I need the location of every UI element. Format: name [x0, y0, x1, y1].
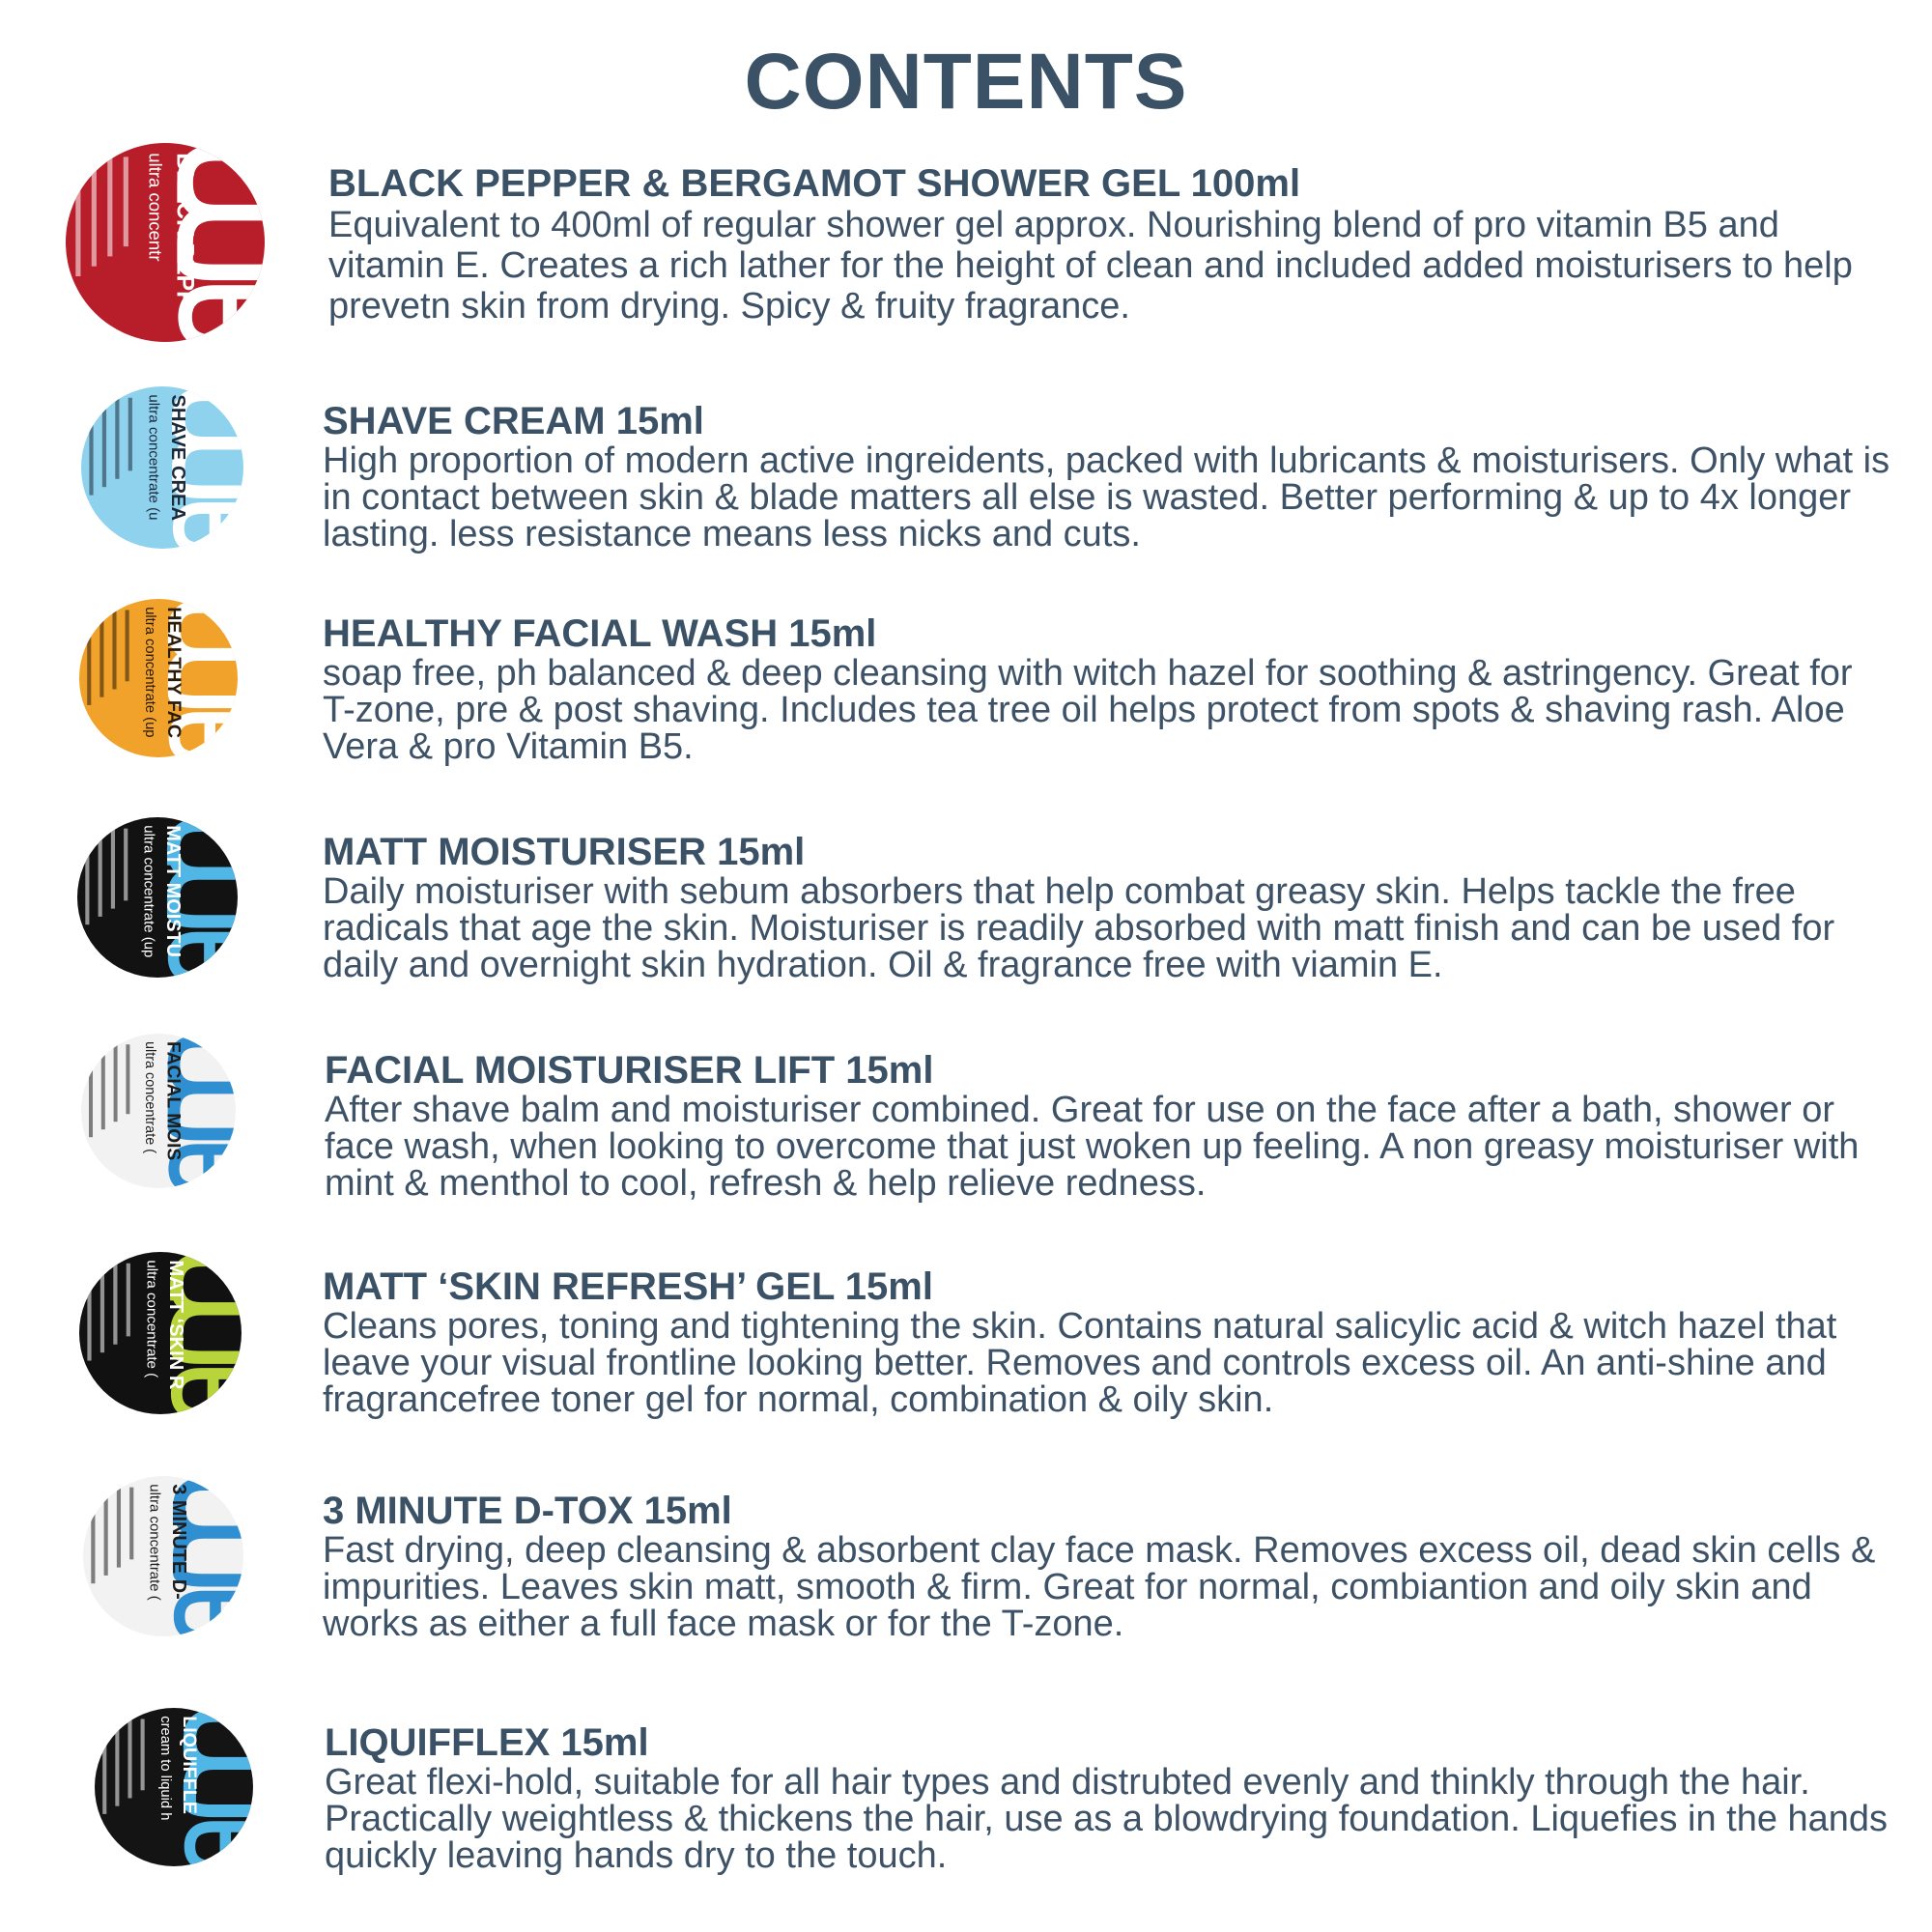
- product-description: High proportion of modern active ingreidents, packed with lubricants & moisturisers. Only what is in contact between skin & blade matters all else is wasted. Better performing & up to 4x longer lasting. less resistance means less nicks and cuts.: [323, 440, 1890, 554]
- label-title-text: MATT MOISTU: [161, 825, 184, 958]
- product-item: [0, 599, 1932, 792]
- product-info: [323, 1490, 1893, 1642]
- product-name: 3 MINUTE D-TOX 15ml: [323, 1490, 732, 1532]
- product-name: HEALTHY FACIAL WASH 15ml: [323, 612, 877, 655]
- product-image: [77, 817, 238, 978]
- product-info: [328, 162, 1893, 327]
- product-name: MATT ‘SKIN REFRESH’ GEL 15ml: [323, 1265, 933, 1308]
- product-name: SHAVE CREAM 15ml: [323, 400, 704, 442]
- product-info: [323, 831, 1893, 983]
- product-description: soap free, ph balanced & deep cleansing with witch hazel for soothing & astringency. Great for T-zone, pre & post shaving. Includes tea tree oil helps protect from spots & shaving rash. Aloe Vera & pro Vitamin B5.: [323, 653, 1853, 767]
- product-info: [323, 612, 1893, 765]
- product-info: [325, 1049, 1893, 1202]
- product-image: [83, 1476, 243, 1636]
- product-label-graphic: [83, 1476, 243, 1636]
- product-info: [323, 400, 1893, 553]
- product-item: [0, 1034, 1932, 1227]
- product-label-graphic: [95, 1708, 253, 1866]
- label-subtitle-text: ultra concentrate (up: [141, 607, 157, 738]
- product-info: [323, 1265, 1893, 1418]
- product-name: MATT MOISTURISER 15ml: [323, 831, 806, 873]
- product-item: [0, 1252, 1932, 1445]
- label-subtitle-text: ultra concentrate (: [143, 1260, 160, 1378]
- product-label-graphic: [77, 817, 238, 978]
- product-item: [0, 386, 1932, 580]
- product-image: [81, 1034, 236, 1188]
- product-label-graphic: [79, 1252, 242, 1414]
- label-subtitle-text: ultra concentrate (: [142, 1041, 158, 1153]
- product-name: BLACK PEPPER & BERGAMOT SHOWER GEL 100ml: [328, 162, 1301, 205]
- label-title-text: FACIAL MOIS: [162, 1041, 184, 1161]
- product-info: [325, 1721, 1893, 1874]
- product-image: [79, 599, 238, 757]
- product-description: After shave balm and moisturiser combined. Great for use on the face after a bath, shower or face wash, when looking to overcome that just woken up feeling. A non greasy moisturiser with mint & menthol to cool, refresh & help relieve redness.: [325, 1090, 1860, 1204]
- label-title-text: SHAVE CREA: [167, 394, 189, 522]
- label-title-text: HEALTHY FAC: [162, 607, 185, 739]
- product-image: [95, 1708, 253, 1866]
- product-item: [0, 1708, 1932, 1901]
- label-subtitle-text: ultra concentrate (u: [145, 394, 162, 521]
- product-image: [79, 1252, 242, 1414]
- product-description: Great flexi-hold, suitable for all hair types and distrubted evenly and thinkly through the hair. Practically weightless & thickens the hair, use as a blowdrying foundation. Liquefies in the hands quickly leaving hands dry to the touch.: [325, 1762, 1889, 1876]
- label-subtitle-text: ultra concentrate (up: [140, 825, 157, 958]
- label-title-text: LIQUIFFLE: [178, 1716, 200, 1814]
- product-item: [0, 1476, 1932, 1669]
- product-description: Equivalent to 400ml of regular shower gel approx. Nourishing blend of pro vitamin B5 and vitamin E. Creates a rich lather for the height of clean and included added moisturisers to help prevetn skin from drying. Spicy & fruity fragrance.: [328, 205, 1853, 327]
- product-label-graphic: [66, 143, 265, 342]
- product-name: LIQUIFFLEX 15ml: [325, 1721, 649, 1764]
- label-title-text: 3 MINUTE D-: [167, 1484, 189, 1600]
- product-item: [0, 143, 1932, 336]
- product-image: [81, 386, 243, 549]
- product-description: Cleans pores, toning and tightening the skin. Contains natural salicylic acid & witch hazel that leave your visual frontline looking better. Removes and controls excess oil. An anti-shine and fragrancefree toner gel for normal, combination & oily skin.: [323, 1306, 1837, 1420]
- product-label-graphic: [81, 386, 243, 549]
- label-title-text: MATT ‘SKIN R: [165, 1260, 187, 1390]
- label-subtitle-text: ultra concentr: [145, 153, 166, 262]
- label-subtitle-text: ultra concentrate (: [146, 1484, 163, 1601]
- product-description: Daily moisturiser with sebum absorbers that help combat greasy skin. Helps tackle the free radicals that age the skin. Moisturiser is readily absorbed with matt finish and can be used for daily and overnight skin hydration. Oil & fragrance free with viamin E.: [323, 871, 1835, 985]
- label-subtitle-text: cream to liquid h: [156, 1716, 173, 1821]
- product-label-graphic: [79, 599, 238, 757]
- product-label-graphic: [81, 1034, 236, 1188]
- product-name: FACIAL MOISTURISER LIFT 15ml: [325, 1049, 934, 1092]
- page-title: CONTENTS: [744, 38, 1188, 126]
- product-item: [0, 817, 1932, 1010]
- product-description: Fast drying, deep cleansing & absorbent clay face mask. Removes excess oil, dead skin cells & impurities. Leaves skin matt, smooth & firm. Great for normal, combiantion and oily skin and works as either a full face mask or for the T-zone.: [323, 1530, 1876, 1644]
- label-title-text: BLACK PEPP: [171, 153, 198, 307]
- product-image: [66, 143, 265, 342]
